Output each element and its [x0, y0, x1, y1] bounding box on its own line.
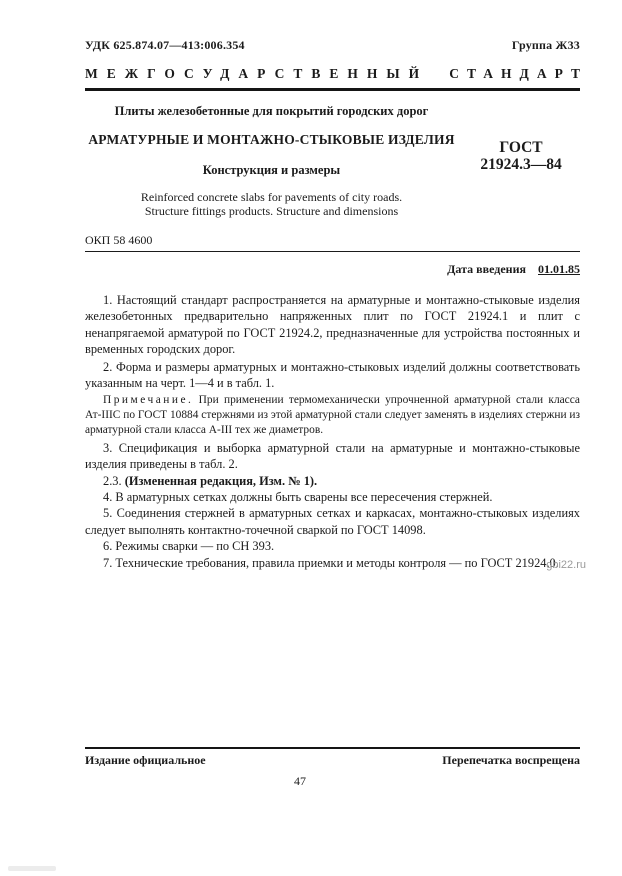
document-subtitle: Конструкция и размеры — [202, 163, 341, 177]
body-text — [85, 292, 580, 571]
meta-row — [85, 38, 580, 53]
footer-edition-note: Издание официальное — [85, 753, 206, 767]
document-title-english — [85, 191, 458, 218]
introduction-date-row — [85, 262, 580, 277]
introduction-date-value: 01.01.85 — [538, 262, 580, 276]
footer-reprint-note: Перепечатка воспрещена — [442, 753, 580, 767]
paragraph-3: 3. Спецификация и выборка арматурной стали на арматурные и монтажно-стыковые изделия приведены в табл. 2. — [85, 440, 580, 472]
document-titles — [85, 104, 462, 218]
paragraph-7: 7. Технические требования, правила приемки и методы контроля — по ГОСТ 21924.0. — [103, 555, 559, 570]
standard-type-heading — [85, 66, 588, 82]
gost-number: 21924.3—84 — [480, 156, 562, 173]
standard-type-word-2: СТАНДАРТ — [449, 66, 588, 81]
document-title: АРМАТУРНЫЕ И МОНТАЖНО-СТЫКОВЫЕ ИЗДЕЛИЯ — [88, 132, 455, 147]
note-text: При применении термомеханически упрочненной арматурной стали класса Ат-IIIС по ГОСТ 10884 стержнями из этой арматурной стали следует заменять в изделиях стержни из арматурной стали класса А-III тех же диаметров. — [85, 394, 580, 437]
okp-rule — [85, 251, 580, 252]
gost-label: ГОСТ — [499, 139, 543, 156]
document-title-english-line2: Structure fittings products. Structure and dimensions — [144, 203, 399, 218]
okp-code: ОКП 58 4600 — [85, 233, 153, 247]
paragraph-2-3 — [85, 473, 580, 489]
site-watermark: gbi22.ru — [546, 559, 586, 571]
footer-rule — [85, 747, 580, 749]
standard-type-word-1: МЕЖГОСУДАРСТВЕННЫЙ — [85, 66, 429, 81]
note-label: Примечание. — [103, 394, 194, 407]
paragraph-1: 1. Настоящий стандарт распространяется на арматурные и монтажно-стыковые изделия железобетонных предварительно напряженных плит по ГОСТ 21924.1 и плит с ненапрягаемой арматурой по ГОСТ 21924.2, предназначенные для устройства постоянных и временных городских дорог. — [85, 293, 580, 357]
paragraph-4: 4. В арматурных сетках должны быть сварены все пересечения стержней. — [103, 490, 493, 505]
title-section — [85, 104, 580, 218]
document-subject: Плиты железобетонные для покрытий городских дорог — [114, 104, 429, 118]
paragraph-6: 6. Режимы сварки — по СН 393. — [103, 539, 275, 554]
header-rule — [85, 88, 580, 91]
page-number: 47 — [294, 774, 306, 788]
paragraph-2: 2. Форма и размеры арматурных и монтажно-стыковых изделий должны соответствовать указанным на черт. 1—4 и в табл. 1. — [85, 359, 580, 391]
introduction-date-label: Дата введения — [447, 262, 526, 276]
paragraph-2-3-number: 2.3. — [103, 473, 125, 488]
footer-row — [85, 753, 580, 768]
paragraph-2-3-amendment: (Измененная редакция, Изм. № 1). — [124, 473, 318, 488]
faint-corner-mark — [8, 866, 56, 871]
group-code: Группа Ж33 — [511, 38, 580, 52]
paragraph-5: 5. Соединения стержней в арматурных сетках и каркасах, монтажно-стыковых изделиях следует выполнять контактно-точечной сваркой по ГОСТ 14098. — [85, 506, 580, 537]
document-title-english-line1: Reinforced concrete slabs for pavements of city roads. — [140, 190, 403, 204]
udk-code: УДК 625.874.07—413:006.354 — [85, 38, 245, 52]
note-paragraph — [85, 393, 580, 437]
gost-designation — [462, 104, 580, 218]
